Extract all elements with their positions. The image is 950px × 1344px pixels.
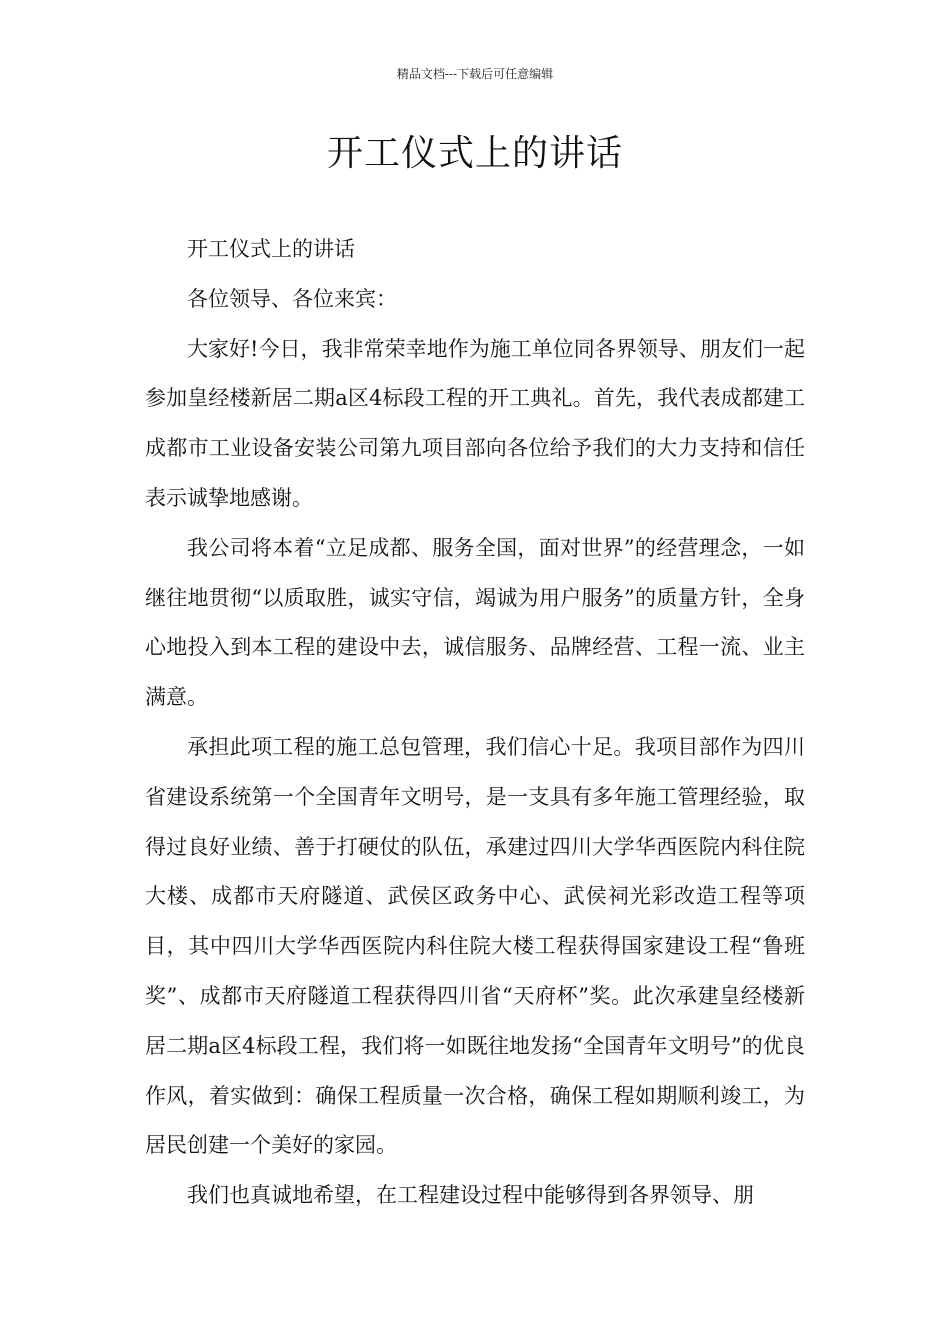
paragraph-greeting: 大家好!今日，我非常荣幸地作为施工单位同各界领导、朋友们一起参加皇经楼新居二期a区4标段工程的开工典礼。首先，我代表成都建工成都市工业设备安装公司第九项目部向各位给予我们的大力支持和信任表示诚挚地感谢。 (145, 336, 805, 510)
document-body (145, 225, 805, 1221)
paragraph-philosophy: 我公司将本着“立足成都、服务全国，面对世界”的经营理念，一如继往地贯彻“以质取胜，诚实守信，竭诚为用户服务”的质量方针，全身心地投入到本工程的建设中去，诚信服务、品牌经营、工程一流、业主满意。 (145, 535, 805, 710)
header-note: 精品文档---下载后可任意编辑 (396, 67, 554, 81)
paragraph-confidence: 承担此项工程的施工总包管理，我们信心十足。我项目部作为四川省建设系统第一个全国青年文明号，是一支具有多年施工管理经验，取得过良好业绩、善于打硬仗的队伍，承建过四川大学华西医院内科住院大楼、成都市天府隧道、武侯区政务中心、武侯祠光彩改造工程等项目，其中四川大学华西医院内科住院大楼工程获得国家建设工程“鲁班奖”、成都市天府隧道工程获得四川省“天府杯”奖。此次承建皇经楼新居二期a区4标段工程，我们将一如既往地发扬“全国青年文明号”的优良作风，着实做到：确保工程质量一次合格，确保工程如期顺利竣工，为居民创建一个美好的家园。 (145, 734, 805, 1158)
paragraph-subtitle: 开工仪式上的讲话 (187, 237, 355, 261)
document-title: 开工仪式上的讲话 (326, 133, 623, 174)
paragraph-salutation: 各位领导、各位来宾： (187, 286, 397, 311)
paragraph-hope: 我们也真诚地希望，在工程建设过程中能够得到各界领导、朋 (187, 1183, 754, 1208)
